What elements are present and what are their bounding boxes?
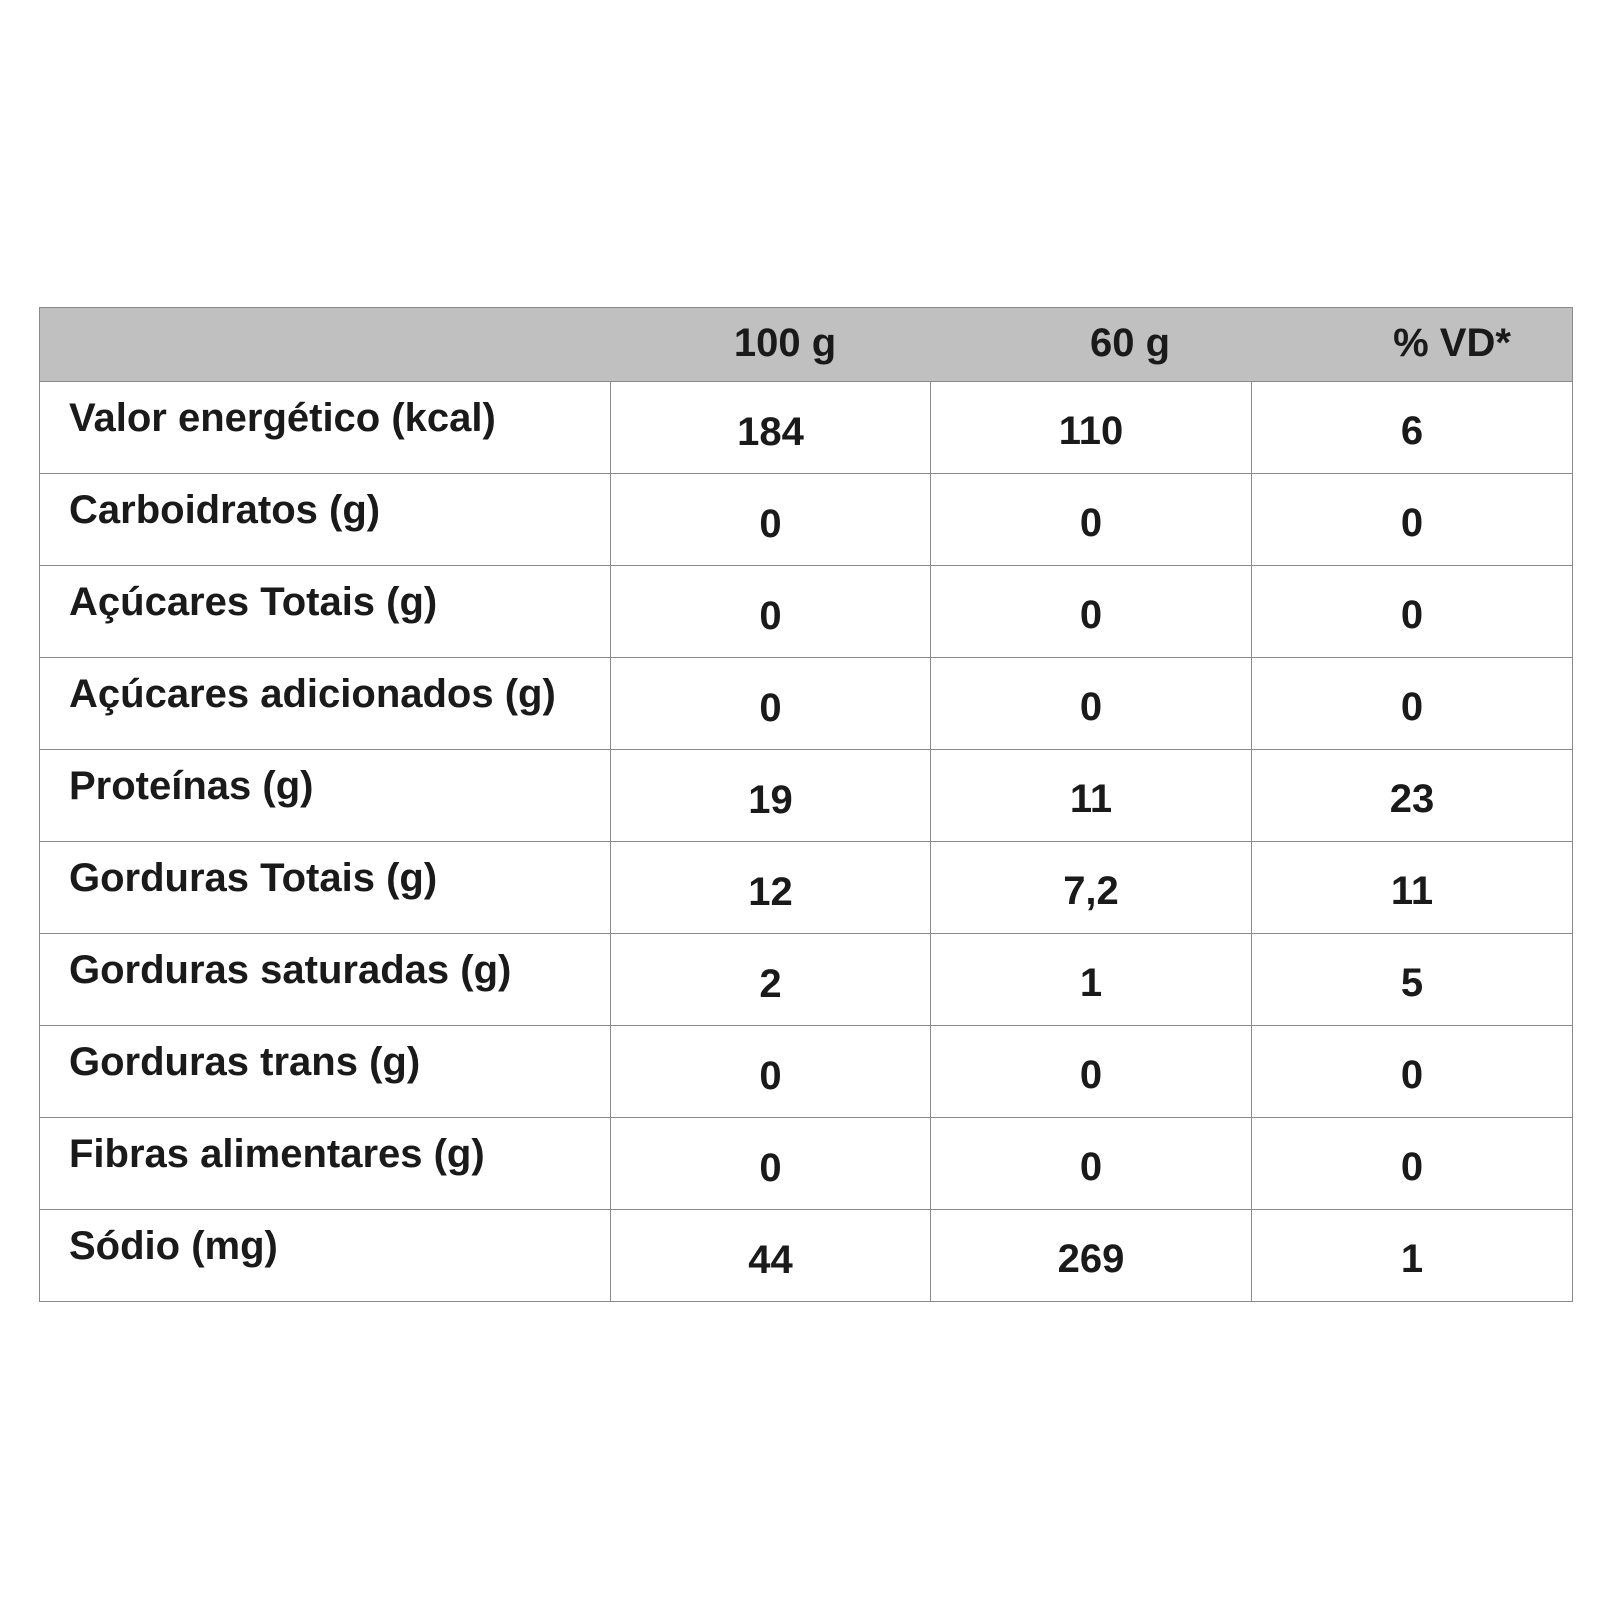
value-100g: 0 [610, 1026, 930, 1117]
value-100g: 44 [610, 1210, 930, 1301]
value-vd: 6 [1251, 382, 1572, 473]
value-vd: 0 [1251, 566, 1572, 657]
nutrient-name: Açúcares Totais (g) [69, 580, 438, 624]
value-60g: 0 [930, 566, 1251, 657]
header-vd: % VD* [1393, 321, 1511, 365]
value-100g: 184 [610, 382, 930, 473]
header-60g: 60 g [1089, 321, 1171, 365]
value-vd: 0 [1251, 658, 1572, 749]
nutrient-name: Açúcares adicionados (g) [69, 672, 556, 716]
nutrient-name: Valor energético (kcal) [69, 396, 496, 440]
table-row [40, 566, 1572, 658]
value-100g: 0 [610, 658, 930, 749]
value-60g: 0 [930, 1118, 1251, 1209]
table-row [40, 934, 1572, 1026]
value-vd: 0 [1251, 1118, 1572, 1209]
table-row [40, 658, 1572, 750]
value-60g: 11 [930, 750, 1251, 841]
nutrition-table [39, 307, 1573, 1302]
value-vd: 5 [1251, 934, 1572, 1025]
table-body [39, 382, 1573, 1302]
nutrient-name: Gorduras saturadas (g) [69, 948, 512, 992]
nutrient-name: Fibras alimentares (g) [69, 1132, 485, 1176]
value-vd: 0 [1251, 1026, 1572, 1117]
nutrient-name: Proteínas (g) [69, 764, 314, 808]
nutrient-name: Gorduras trans (g) [69, 1040, 421, 1084]
table-row [40, 842, 1572, 934]
value-60g: 0 [930, 474, 1251, 565]
table-row [40, 1026, 1572, 1118]
table-row [40, 1210, 1572, 1302]
table-row [40, 1118, 1572, 1210]
value-vd: 23 [1251, 750, 1572, 841]
value-100g: 0 [610, 1118, 930, 1209]
value-60g: 110 [930, 382, 1251, 473]
nutrient-name: Carboidratos (g) [69, 488, 381, 532]
table-header-row [39, 307, 1573, 382]
table-row [40, 382, 1572, 474]
value-100g: 0 [610, 566, 930, 657]
value-vd: 0 [1251, 474, 1572, 565]
table-row [40, 474, 1572, 566]
value-60g: 0 [930, 1026, 1251, 1117]
value-60g: 269 [930, 1210, 1251, 1301]
value-60g: 0 [930, 658, 1251, 749]
value-100g: 2 [610, 934, 930, 1025]
value-100g: 0 [610, 474, 930, 565]
value-100g: 19 [610, 750, 930, 841]
nutrient-name: Sódio (mg) [69, 1224, 278, 1268]
value-100g: 12 [610, 842, 930, 933]
header-100g: 100 g [733, 321, 837, 365]
value-60g: 1 [930, 934, 1251, 1025]
value-vd: 11 [1251, 842, 1572, 933]
value-vd: 1 [1251, 1210, 1572, 1301]
nutrient-name: Gorduras Totais (g) [69, 856, 438, 900]
table-row [40, 750, 1572, 842]
value-60g: 7,2 [930, 842, 1251, 933]
